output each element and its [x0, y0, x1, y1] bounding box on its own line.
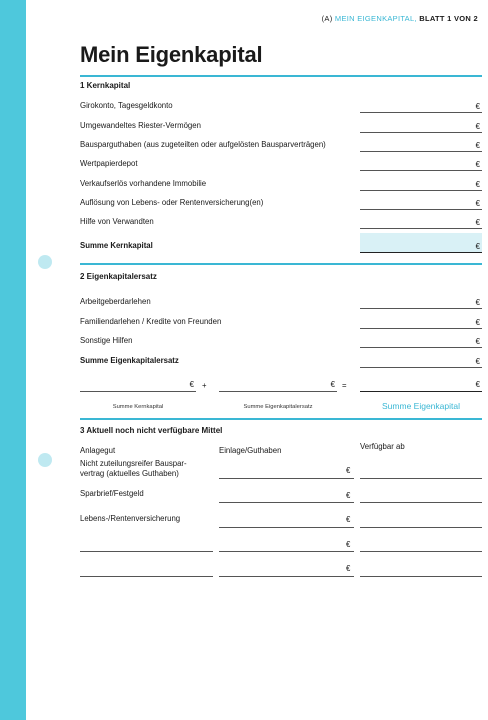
euro-sign: € [346, 466, 351, 475]
caption-kernkapital: Summe Kernkapital [112, 404, 164, 410]
calc-total-field[interactable] [360, 378, 482, 392]
s2-row [80, 336, 482, 348]
amount-field[interactable] [360, 313, 482, 329]
side-stripe [0, 0, 26, 720]
calc-ersatz-field[interactable] [219, 378, 337, 392]
header-accent: MEIN EIGENKAPITAL, [334, 14, 417, 23]
euro-sign: € [189, 380, 194, 389]
sum-ersatz-field[interactable] [360, 352, 482, 368]
deposit-line[interactable] [219, 576, 354, 577]
euro-sign: € [475, 102, 480, 111]
equals-sign: = [342, 381, 347, 390]
s1-row [80, 179, 482, 191]
euro-sign: € [475, 298, 480, 307]
s3-row-label: Sparbrief/Festgeld [80, 489, 144, 498]
s2-row-label: Sonstige Hilfen [80, 336, 133, 345]
calc-kern-field[interactable] [80, 378, 196, 392]
s3-row-label: Lebens-/Rentenversicherung [80, 514, 181, 523]
punch-hole [38, 453, 52, 467]
plus-sign: + [202, 381, 207, 390]
euro-sign: € [475, 380, 480, 389]
amount-field[interactable] [360, 194, 482, 210]
col-header-deposit: Einlage/Guthaben [219, 446, 282, 455]
amount-field[interactable] [360, 175, 482, 191]
amount-field[interactable] [360, 97, 482, 113]
euro-sign: € [346, 515, 351, 524]
available-line[interactable] [360, 478, 482, 479]
s1-row-label: Bausparguthaben (aus zugeteilten oder aufgelösten Bausparverträgen) [80, 140, 326, 149]
amount-field[interactable] [360, 117, 482, 133]
s1-row-label: Umgewandeltes Riester-Vermögen [80, 121, 201, 130]
available-line[interactable] [360, 527, 482, 528]
col-header-asset: Anlagegut [80, 446, 116, 455]
euro-sign: € [475, 242, 480, 251]
available-line[interactable] [360, 502, 482, 503]
euro-sign: € [346, 491, 351, 500]
section-rule [80, 75, 482, 77]
s1-sum-label: Summe Kernkapital [80, 241, 153, 250]
euro-sign: € [475, 160, 480, 169]
deposit-line[interactable] [219, 502, 354, 503]
euro-sign: € [346, 564, 351, 573]
euro-sign: € [475, 141, 480, 150]
section1-heading: 1 Kernkapital [80, 81, 131, 90]
euro-sign: € [346, 540, 351, 549]
amount-field[interactable] [360, 213, 482, 229]
s1-row-label: Wertpapierdepot [80, 159, 138, 168]
amount-field[interactable] [360, 136, 482, 152]
section-rule [80, 418, 482, 420]
amount-field[interactable] [360, 293, 482, 309]
s1-sum-row [80, 241, 482, 253]
s1-row [80, 198, 482, 210]
asset-line[interactable] [80, 551, 213, 552]
punch-hole [38, 255, 52, 269]
sheet-header [322, 14, 478, 23]
euro-sign: € [475, 180, 480, 189]
euro-sign: € [475, 357, 480, 366]
s1-row-label: Auflösung von Lebens- oder Rentenversicherung(en) [80, 198, 264, 207]
page-title: Mein Eigenkapital [80, 42, 263, 67]
s2-row-label: Arbeitgeberdarlehen [80, 297, 151, 306]
sum-kernkapital-field[interactable] [360, 233, 482, 253]
euro-sign: € [475, 199, 480, 208]
deposit-line[interactable] [219, 527, 354, 528]
amount-field[interactable] [360, 332, 482, 348]
col-header-available: Verfügbar ab [360, 442, 405, 451]
s2-sum-label: Summe Eigenkapitalersatz [80, 356, 179, 365]
s1-row [80, 217, 482, 229]
caption-eigenkapital: Summe Eigenkapital [382, 401, 460, 411]
s3-row-label: Nicht zuteilungsreifer Bauspar- vertrag (aktuelles Guthaben) [80, 459, 187, 478]
s2-row-label: Familiendarlehen / Kredite von Freunden [80, 317, 222, 326]
available-line[interactable] [360, 551, 482, 552]
s2-row [80, 317, 482, 329]
s1-row-label: Hilfe von Verwandten [80, 217, 154, 226]
deposit-line[interactable] [219, 478, 354, 479]
section-rule [80, 263, 482, 265]
s2-sum-row [80, 356, 482, 368]
euro-sign: € [475, 337, 480, 346]
s1-row [80, 159, 482, 171]
s1-row [80, 121, 482, 133]
s1-row-label: Girokonto, Tagesgeldkonto [80, 101, 173, 110]
s1-row [80, 140, 482, 152]
section3-heading: 3 Aktuell noch nicht verfügbare Mittel [80, 426, 223, 435]
euro-sign: € [475, 122, 480, 131]
available-line[interactable] [360, 576, 482, 577]
s2-row [80, 297, 482, 309]
s1-row [80, 101, 482, 113]
header-sheet-number: BLATT 1 VON 2 [419, 14, 478, 23]
section2-heading: 2 Eigenkapitalersatz [80, 272, 157, 281]
s1-row-label: Verkaufserlös vorhandene Immobilie [80, 179, 207, 188]
deposit-line[interactable] [219, 551, 354, 552]
asset-line[interactable] [80, 576, 213, 577]
header-prefix: (A) [321, 14, 333, 23]
amount-field[interactable] [360, 155, 482, 171]
euro-sign: € [475, 318, 480, 327]
euro-sign: € [475, 218, 480, 227]
caption-ersatz: Summe Eigenkapitalersatz [243, 404, 313, 410]
euro-sign: € [330, 380, 335, 389]
